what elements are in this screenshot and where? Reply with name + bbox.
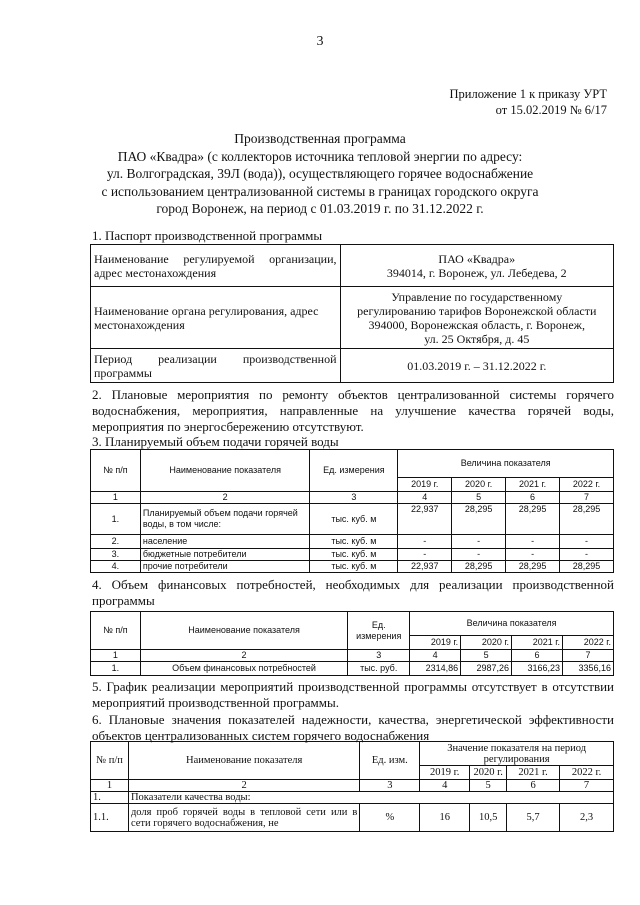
table-row — [91, 535, 614, 549]
index-cell: 7 — [560, 492, 614, 504]
index-cell: 1 — [91, 650, 141, 662]
year-cell: 2020 г. — [461, 636, 512, 650]
year-cell: 2022 г. — [560, 478, 614, 492]
index-cell: 7 — [563, 650, 614, 662]
passport-value-line: регулированию тарифов Воронежской области — [357, 303, 597, 318]
passport-value-line: Управление по государственному — [391, 289, 563, 304]
title-line-2: ПАО «Квадра» (с коллекторов источника тепловой энергии по адресу: — [117, 148, 523, 164]
section4-heading: 4. Объем финансовых потребностей, необходимых для реализации производственной программы — [92, 577, 614, 608]
header-num: № п/п — [91, 742, 129, 780]
section1-heading: 1. Паспорт производственной программы — [92, 228, 323, 243]
table-row — [91, 287, 614, 349]
table-row — [91, 245, 614, 287]
value-cell: - — [506, 535, 560, 549]
passport-value-line: ПАО «Квадра» — [438, 251, 516, 266]
row-unit: тыс. руб. — [348, 662, 410, 676]
value-cell: 10,5 — [470, 804, 507, 832]
table-row — [91, 612, 614, 636]
value-cell: - — [452, 549, 506, 561]
value-cell: 28,295 — [560, 504, 614, 535]
row-num: 2. — [91, 535, 141, 549]
value-cell: - — [452, 535, 506, 549]
year-cell: 2020 г. — [470, 766, 507, 780]
row-unit: тыс. куб. м — [310, 561, 398, 573]
title-line-4: с использованием централизованной системы в границах городского округа — [101, 183, 539, 199]
value-cell: 2314,86 — [410, 662, 461, 676]
year-cell: 2021 г. — [507, 766, 560, 780]
value-cell: - — [560, 549, 614, 561]
row-name: бюджетные потребители — [140, 549, 310, 561]
table-row — [91, 780, 614, 792]
value-cell: 5,7 — [507, 804, 560, 832]
passport-value — [340, 287, 613, 349]
value-cell: 3166,23 — [512, 662, 563, 676]
passport-label: Наименование органа регулирования, адрес местонахождения — [91, 287, 341, 349]
section6-heading: 6. Плановые значения показателей надежности, качества, энергетической эффективности объектов централизованных систем горячего водоснабжения — [92, 712, 614, 743]
index-cell: 6 — [507, 780, 560, 792]
table-row — [91, 492, 614, 504]
header-unit: Ед. изм. — [360, 742, 420, 780]
value-cell: - — [398, 549, 452, 561]
passport-label: Период реализации производственной программы — [91, 349, 341, 383]
index-cell: 4 — [398, 492, 452, 504]
passport-value — [340, 245, 613, 287]
row-num: 1. — [91, 662, 141, 676]
row-num: 1.1. — [91, 804, 129, 832]
row-unit: тыс. куб. м — [310, 535, 398, 549]
supply-volume-table — [90, 449, 614, 573]
passport-value-line: 394014, г. Воронеж, ул. Лебедева, 2 — [386, 265, 567, 280]
index-cell: 1 — [91, 492, 141, 504]
table-row — [91, 804, 614, 832]
value-cell: 28,295 — [560, 561, 614, 573]
year-cell: 2020 г. — [452, 478, 506, 492]
page-number: 3 — [316, 34, 324, 49]
header-name: Наименование показателя — [128, 742, 359, 780]
group-name: Показатели качества воды: — [128, 792, 613, 804]
index-cell: 2 — [140, 492, 310, 504]
row-num: 4. — [91, 561, 141, 573]
row-name: Планируемый объем подачи горячей воды, в том числе: — [140, 504, 310, 535]
year-cell: 2022 г. — [560, 766, 614, 780]
table-row — [91, 549, 614, 561]
table-row — [91, 650, 614, 662]
value-cell: 28,295 — [506, 561, 560, 573]
title-line-3: ул. Волгоградская, 39Л (вода)), осуществляющего горячее водоснабжение — [106, 166, 534, 181]
index-cell: 6 — [512, 650, 563, 662]
header-value: Значение показателя на период регулирования — [420, 742, 614, 766]
table-row — [91, 349, 614, 383]
table-row — [91, 742, 614, 766]
value-cell: 2987,26 — [461, 662, 512, 676]
row-name: доля проб горячей воды в тепловой сети или в сети горячего водоснабжения, не — [128, 804, 359, 832]
header-unit: Ед. измерения — [310, 450, 398, 492]
row-name: прочие потребители — [140, 561, 310, 573]
passport-value-line: ул. 25 Октября, д. 45 — [424, 331, 530, 346]
value-cell: - — [560, 535, 614, 549]
index-cell: 5 — [470, 780, 507, 792]
index-cell: 6 — [506, 492, 560, 504]
header-name: Наименование показателя — [140, 612, 347, 650]
index-cell: 2 — [140, 650, 347, 662]
year-cell: 2019 г. — [398, 478, 452, 492]
table-row — [91, 561, 614, 573]
section5-text: 5. График реализации мероприятий производственной программы отсутствует в отсутствии мероприятий производственной программы. — [92, 679, 614, 710]
header-num: № п/п — [91, 450, 141, 492]
year-cell: 2021 г. — [506, 478, 560, 492]
financial-needs-table — [90, 611, 614, 676]
year-cell: 2022 г. — [563, 636, 614, 650]
index-cell: 3 — [348, 650, 410, 662]
index-cell: 4 — [410, 650, 461, 662]
year-cell: 2021 г. — [512, 636, 563, 650]
row-name: население — [140, 535, 310, 549]
value-cell: 16 — [420, 804, 470, 832]
row-num: 3. — [91, 549, 141, 561]
document-title — [80, 130, 560, 218]
passport-table — [90, 244, 614, 383]
index-cell: 5 — [461, 650, 512, 662]
annex-reference — [450, 86, 608, 118]
index-cell: 2 — [128, 780, 359, 792]
title-line-1: Производственная программа — [234, 131, 406, 146]
section2-text: 2. Плановые мероприятия по ремонту объектов централизованной системы горячего водоснабжения, мероприятия, направленные на улучшение качества горячей воды, мероприятия по энергосбережению отсутствуют. — [92, 387, 614, 434]
row-unit: тыс. куб. м — [310, 504, 398, 535]
value-cell: 2,3 — [560, 804, 614, 832]
annex-line-1: Приложение 1 к приказу УРТ — [449, 87, 607, 101]
index-cell: 3 — [360, 780, 420, 792]
header-num: № п/п — [91, 612, 141, 650]
row-num: 1. — [91, 504, 141, 535]
value-cell: 3356,16 — [563, 662, 614, 676]
index-cell: 1 — [91, 780, 129, 792]
section3-heading: 3. Планируемый объем подачи горячей воды — [92, 434, 339, 449]
table-row — [91, 504, 614, 535]
header-name: Наименование показателя — [140, 450, 310, 492]
year-cell: 2019 г. — [410, 636, 461, 650]
table-row — [91, 662, 614, 676]
index-cell: 7 — [560, 780, 614, 792]
header-value: Величина показателя — [398, 450, 614, 478]
passport-value-line: 394000, Воронежская область, г. Воронеж, — [368, 317, 585, 332]
value-cell: 28,295 — [506, 504, 560, 535]
table-row — [91, 450, 614, 478]
index-cell: 3 — [310, 492, 398, 504]
passport-value: 01.03.2019 г. – 31.12.2022 г. — [340, 349, 613, 383]
value-cell: 22,937 — [398, 504, 452, 535]
annex-line-2: от 15.02.2019 № 6/17 — [495, 103, 607, 117]
indicators-table — [90, 741, 614, 832]
value-cell: 22,937 — [398, 561, 452, 573]
group-num: 1. — [91, 792, 129, 804]
header-unit: Ед. измерения — [348, 612, 410, 650]
row-unit: тыс. куб. м — [310, 549, 398, 561]
passport-label: Наименование регулируемой организации, адрес местонахождения — [91, 245, 341, 287]
table-row — [91, 792, 614, 804]
title-line-5: город Воронеж, на период с 01.03.2019 г. по 31.12.2022 г. — [156, 201, 484, 216]
value-cell: - — [506, 549, 560, 561]
index-cell: 5 — [452, 492, 506, 504]
row-name: Объем финансовых потребностей — [140, 662, 347, 676]
value-cell: - — [398, 535, 452, 549]
year-cell: 2019 г. — [420, 766, 470, 780]
row-unit: % — [360, 804, 420, 832]
index-cell: 4 — [420, 780, 470, 792]
value-cell: 28,295 — [452, 504, 506, 535]
value-cell: 28,295 — [452, 561, 506, 573]
header-value: Величина показателя — [410, 612, 614, 636]
